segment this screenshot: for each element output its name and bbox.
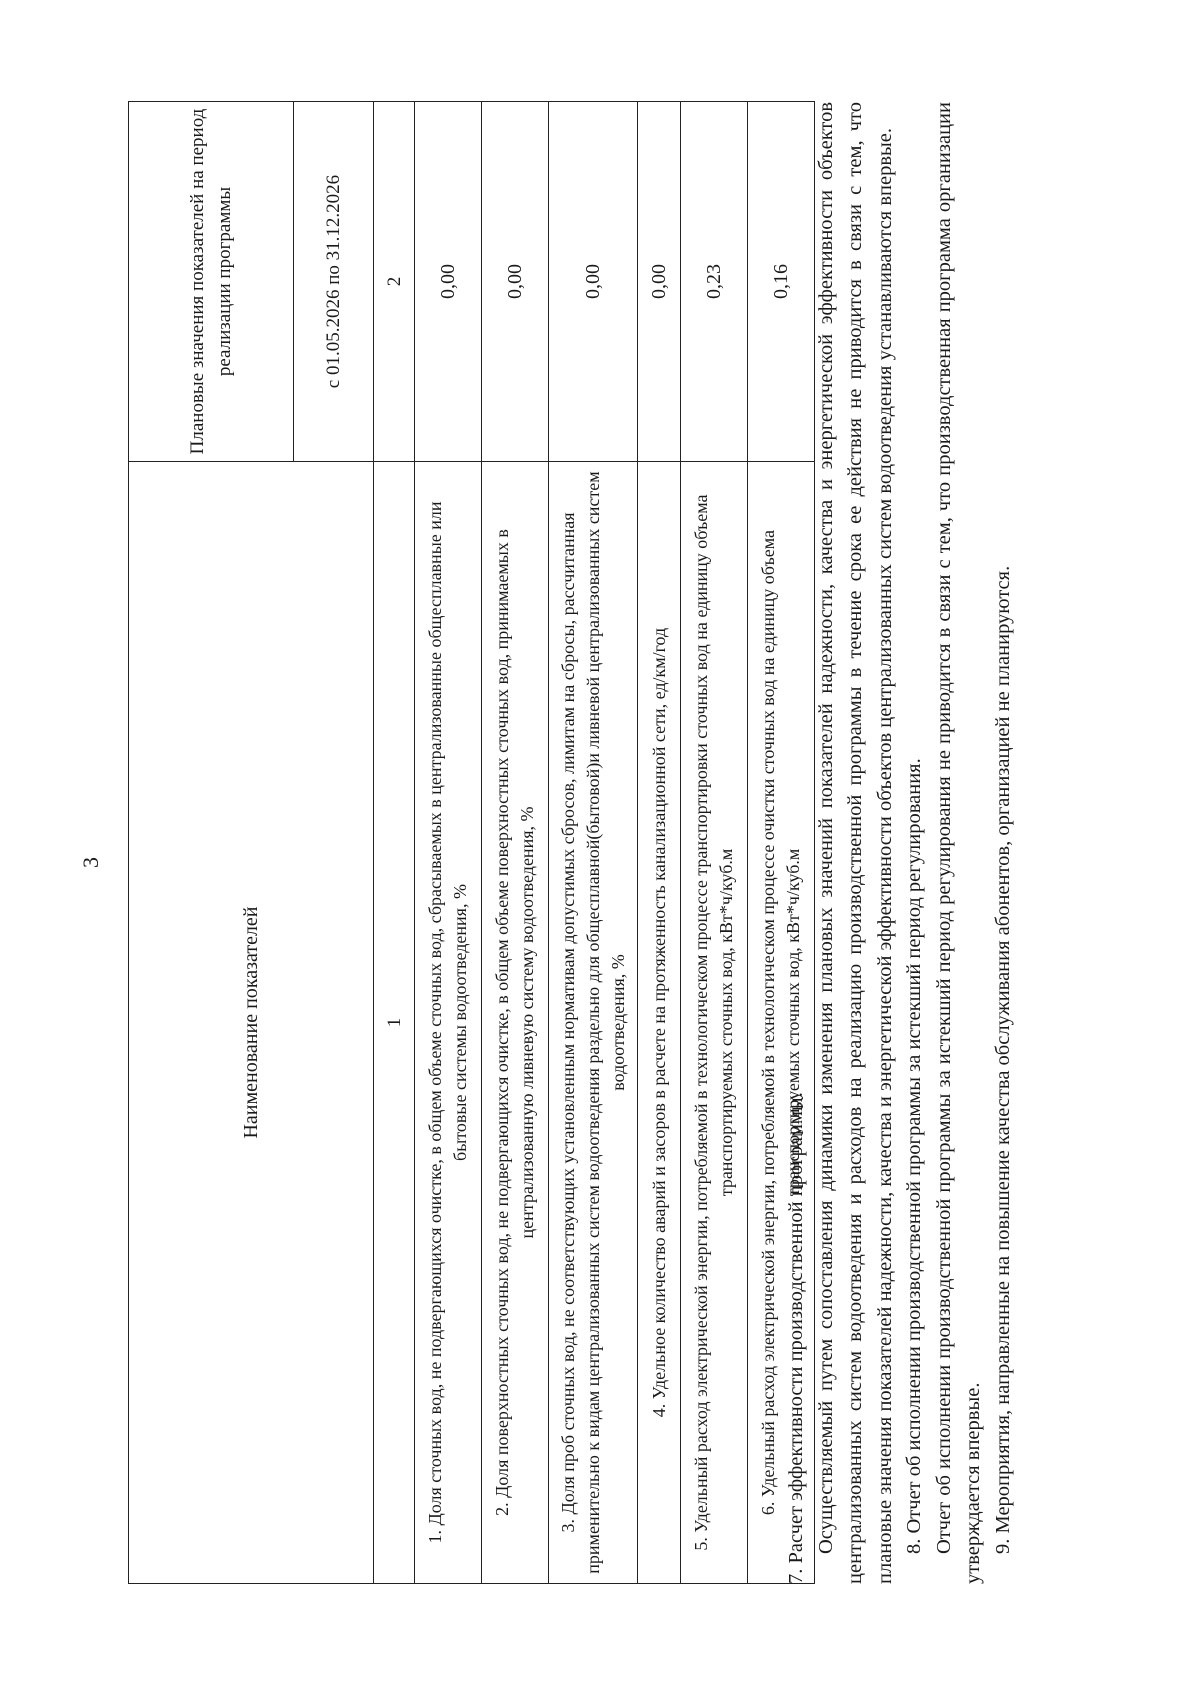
indicator-value: 0,23: [681, 102, 748, 462]
section-9: 9. Мероприятия, направленные на повышение качества обслуживания абонентов, организацией не планируются.: [991, 565, 1014, 1554]
indicator-value: 0,00: [415, 102, 482, 462]
section-7-title: 7. Расчет эффективности производственной программы.: [785, 1092, 807, 1584]
column-number-1: 1: [374, 462, 415, 1584]
indicator-name: 6. Удельный расход электрической энергии, потребляемой в технологическом процессе очистки сточных вод на единицу объема транспортируемых сточных вод, кВт*ч/куб.м: [748, 462, 815, 1584]
table-row: [681, 102, 748, 1584]
table-row: [482, 102, 549, 1584]
section-8-body: Отчет об исполнении производственной программы за истекший период регулирования не приводится в связи с тем, что производственная программа организации утверждается впервые.: [932, 102, 984, 1584]
column-number-2: 2: [374, 102, 415, 462]
indicator-name: 1. Доля сточных вод, не подвергающихся очистке, в общем объеме сточных вод, сбрасываемых в централизованные общесплавные или бытовые системы водоотведения, %: [415, 462, 482, 1584]
indicator-value: 0,00: [638, 102, 681, 462]
table-row: [638, 102, 681, 1584]
indicator-name: 3. Доля проб сточных вод, не соответствующих установленным нормативам допустимых сбросов, лимитам на сбросы, рассчитанная применительно к видам централизованных систем водоотведения раздельно для общесплавной(бытовой)и ливневой централизованных систем водоотведения, %: [549, 462, 638, 1584]
column-header-period: с 01.05.2026 по 31.12.2026: [294, 102, 374, 462]
table-row: [549, 102, 638, 1584]
indicator-value: 0,16: [748, 102, 815, 462]
indicator-value: 0,00: [482, 102, 549, 462]
section-7-body: Осуществляемый путем сопоставления динамики изменения плановых значений показателей надежности, качества и энергетической эффективности объектов централизованных систем водоотведения и расходов на реализацию производственной программы в течение срока ее действия не приводится в связи с тем, что плановые значения показателей надежности, качества и энергетической эффективности объектов централизованных систем водоотведения устанавливаются впервые.: [814, 102, 896, 1584]
indicator-name: 4. Удельное количество аварий и засоров в расчете на протяженность канализационной сети, ед/км/год: [638, 462, 681, 1584]
column-header-name: Наименование показателей: [129, 462, 374, 1584]
table-row: [415, 102, 482, 1584]
indicator-name: 2. Доля поверхностных сточных вод, не подвергающихся очистке, в общем объеме поверхностных сточных вод, принимаемых в централизованную ливневую систему водоотведения, %: [482, 462, 549, 1584]
column-header-plan: Плановые значения показателей на период реализации программы: [129, 102, 294, 462]
body-text: [782, 102, 1018, 1584]
indicators-table: [128, 101, 815, 1584]
page-number: 3: [78, 857, 103, 868]
section-8-title: 8. Отчет об исполнении производственной программы за истекший период регулирования.: [903, 758, 925, 1554]
indicator-value: 0,00: [549, 102, 638, 462]
indicator-name: 5. Удельный расход электрической энергии, потребляемой в технологическом процессе транспортировки сточных вод на единицу объема транспортируемых сточных вод, кВт*ч/куб.м: [681, 462, 748, 1584]
